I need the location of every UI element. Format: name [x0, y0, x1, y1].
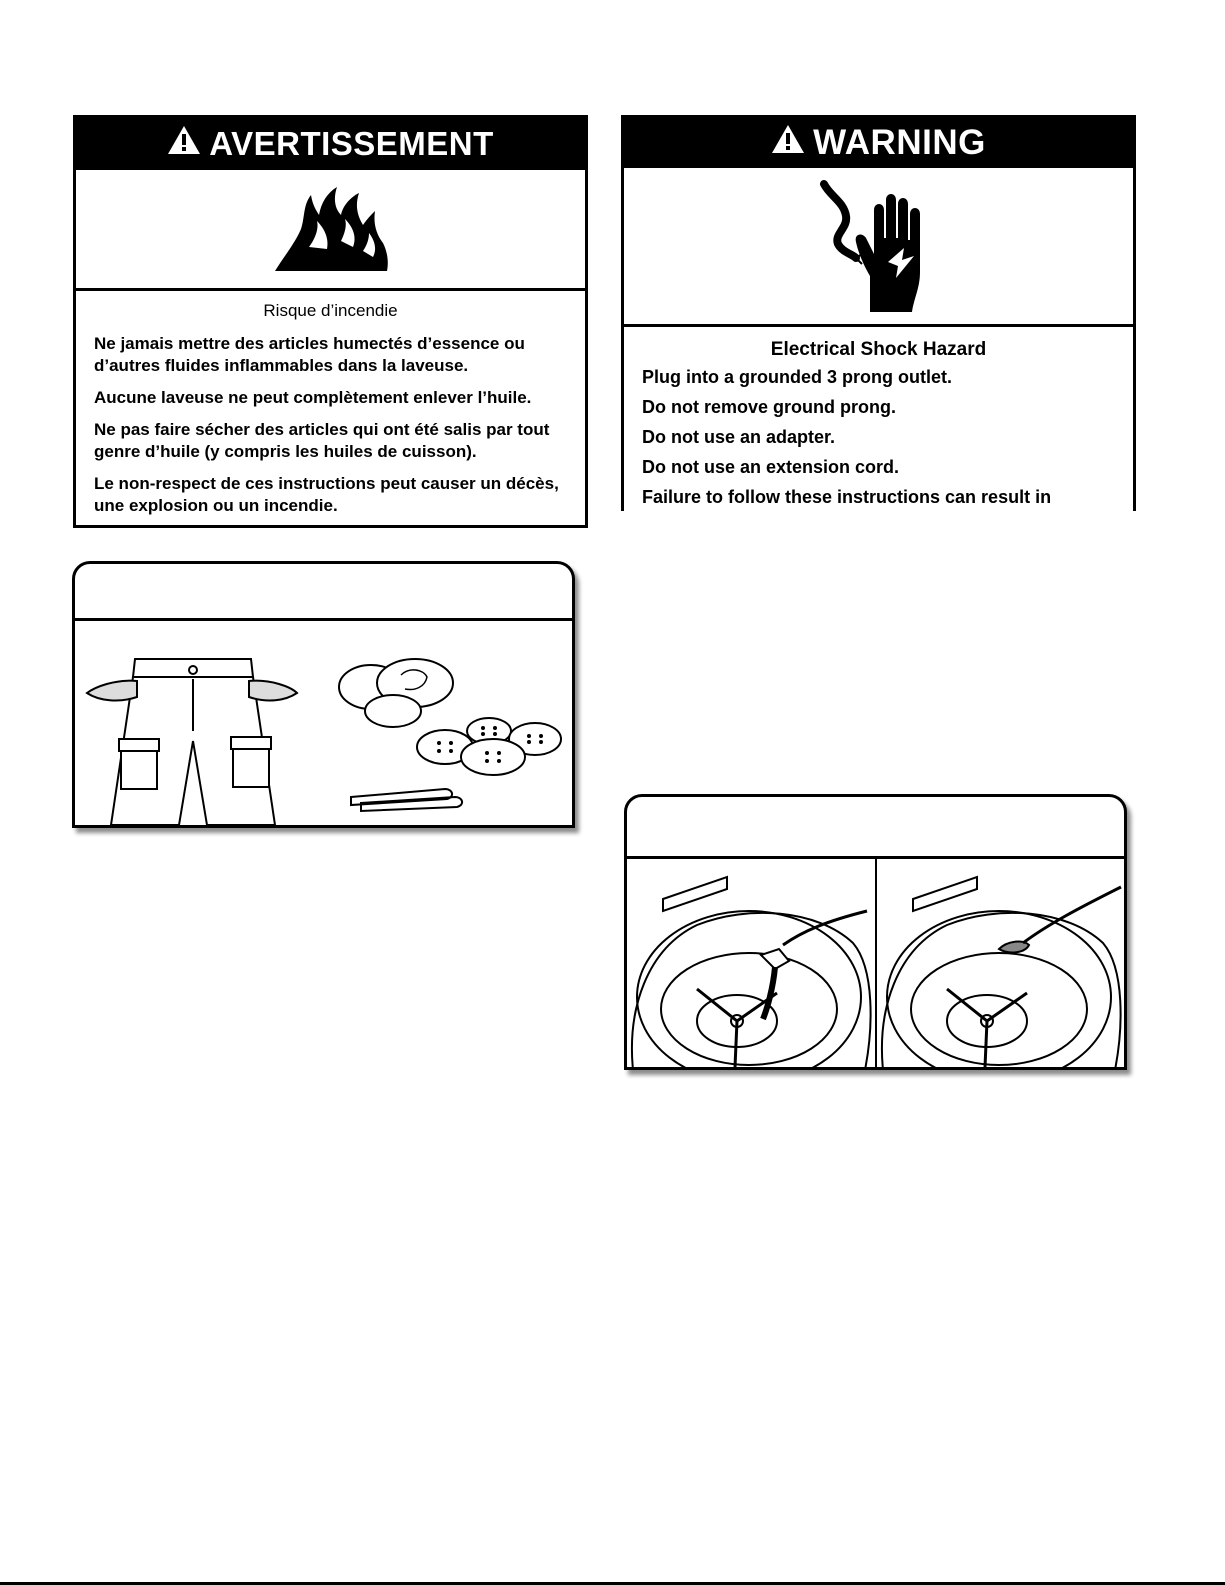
warning-text [76, 291, 585, 517]
washer-tub-cleaning-illustration [627, 859, 1124, 1070]
page-cutoff [621, 511, 1136, 519]
tub-pouring-illustration [627, 859, 875, 1070]
hazard-icon-area [624, 168, 1133, 327]
warning-line: Do not remove ground prong. [642, 397, 896, 417]
warning-paragraph: Ne jamais mettre des articles humectés d’essence ou d’autres fluides inflammables dans la laveuse. [94, 334, 525, 375]
warning-paragraph: Le non-respect de ces instructions peut causer un décès, une explosion ou un incendie. [94, 474, 559, 515]
fire-hazard-icon [271, 185, 391, 273]
hazard-title: Risque d’incendie [263, 301, 398, 320]
warning-line: Failure to follow these instructions can result in [642, 487, 1052, 507]
empty-pockets-illustration [75, 621, 572, 825]
hazard-title: Electrical Shock Hazard [770, 339, 987, 360]
warning-header-label: AVERTISSEMENT [209, 125, 494, 162]
tub-cleaning-panel [624, 794, 1127, 1070]
warning-paragraph: Ne pas faire sécher des articles qui ont été salis par tout genre d’huile (y compris les huiles de cuisson). [94, 420, 550, 461]
warning-triangle-icon [167, 125, 201, 163]
warning-line: Do not use an extension cord. [642, 457, 900, 477]
warning-line: Do not use an adapter. [642, 427, 836, 447]
tub-wiping-illustration [875, 859, 1125, 1070]
warning-header [624, 118, 1133, 168]
panel-caption-area [627, 797, 1124, 859]
empty-pockets-panel [72, 561, 575, 828]
warning-triangle-icon [771, 123, 805, 163]
warning-paragraph: Aucune laveuse ne peut complètement enlever l’huile. [94, 388, 532, 407]
electrical-shock-icon [804, 176, 954, 316]
warning-line: Plug into a grounded 3 prong outlet. [642, 367, 952, 387]
french-warning-box [73, 115, 588, 528]
english-warning-box [621, 115, 1136, 515]
pants-coins-buttons-illustration [75, 621, 572, 825]
warning-text [624, 327, 1133, 508]
hazard-icon-area [76, 170, 585, 291]
panel-caption-area [75, 564, 572, 621]
warning-header-label: WARNING [813, 123, 986, 162]
warning-header [76, 118, 585, 170]
